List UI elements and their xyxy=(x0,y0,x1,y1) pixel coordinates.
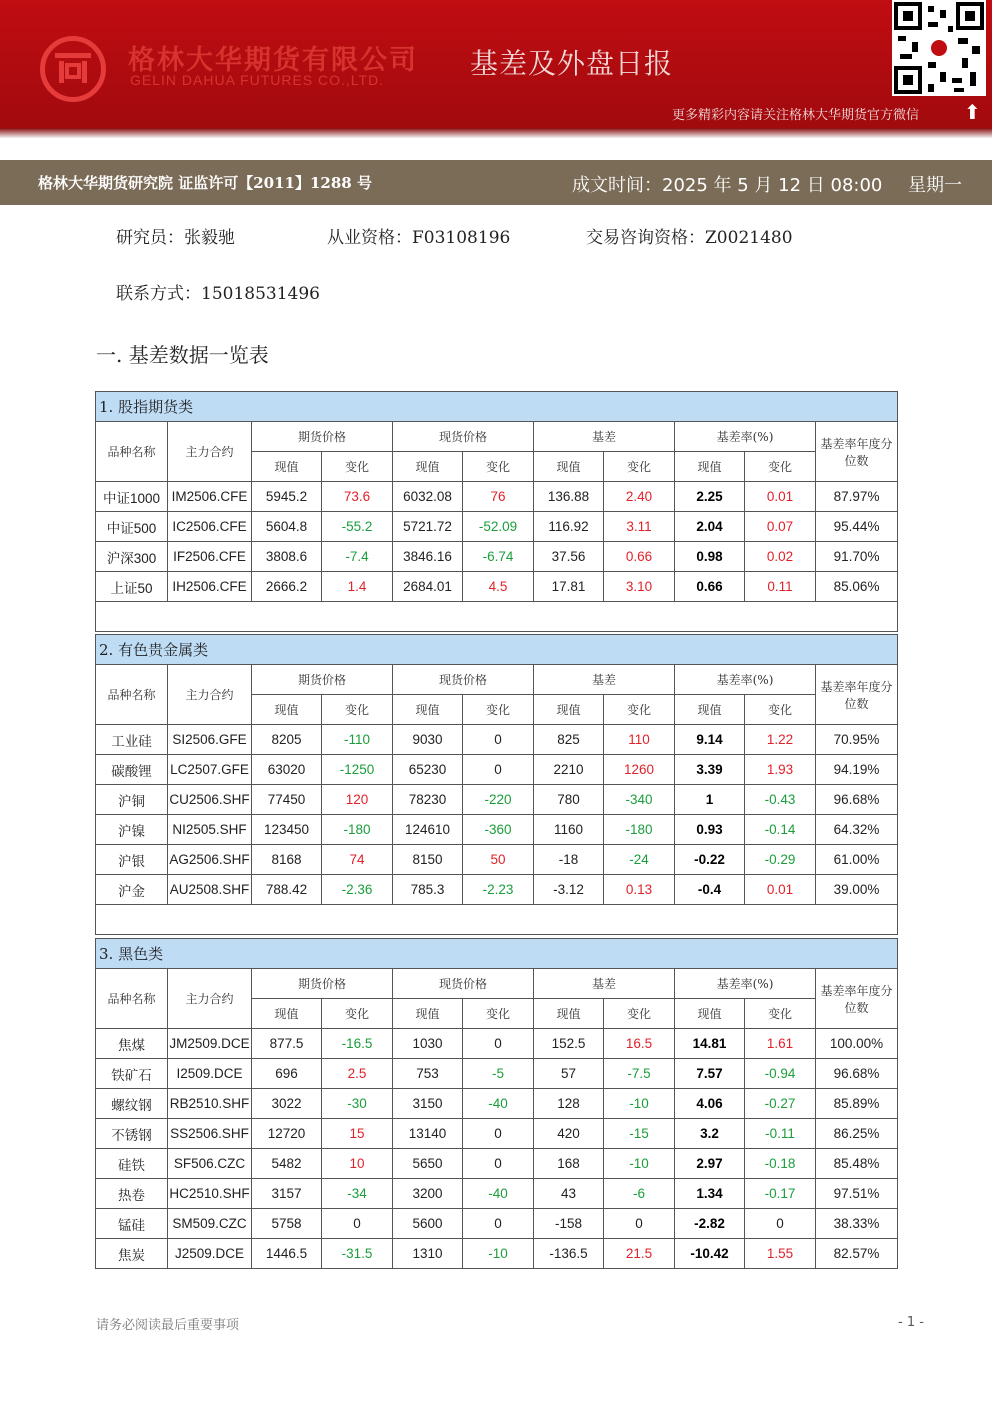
arrow-up-icon: ⬆ xyxy=(964,100,981,124)
banner-shadow xyxy=(0,128,992,138)
cell-percentile: 100.00% xyxy=(816,1029,898,1059)
cell-rate-now: -2.82 xyxy=(675,1209,745,1239)
cell-variety: 螺纹钢 xyxy=(96,1089,168,1119)
header-change: 变化 xyxy=(604,695,675,725)
cell-percentile: 85.89% xyxy=(816,1089,898,1119)
header-basis-rate: 基差率(%) xyxy=(675,969,816,999)
cell-spot-now: 8150 xyxy=(393,845,463,875)
cell-variety: 沪银 xyxy=(96,845,168,875)
header-now: 现值 xyxy=(393,695,463,725)
cell-futures-now: 5604.8 xyxy=(252,512,322,542)
cell-spot-now: 2684.01 xyxy=(393,572,463,602)
cell-variety: 焦炭 xyxy=(96,1239,168,1269)
cell-rate-change: -0.27 xyxy=(745,1089,816,1119)
cell-variety: 热卷 xyxy=(96,1179,168,1209)
table-row xyxy=(96,725,898,755)
cell-futures-now: 3157 xyxy=(252,1179,322,1209)
cell-basis-now: 17.81 xyxy=(534,572,604,602)
table-row xyxy=(96,845,898,875)
cell-basis-now: -158 xyxy=(534,1209,604,1239)
cell-rate-now: 0.66 xyxy=(675,572,745,602)
cell-variety: 沪金 xyxy=(96,875,168,905)
cell-spot-change: 0 xyxy=(463,1209,534,1239)
cell-futures-change: -34 xyxy=(322,1179,393,1209)
cell-futures-change: 10 xyxy=(322,1149,393,1179)
cell-rate-now: -0.22 xyxy=(675,845,745,875)
cell-contract: SS2506.SHF xyxy=(168,1119,252,1149)
cell-variety: 沪镍 xyxy=(96,815,168,845)
cell-contract: LC2507.GFE xyxy=(168,755,252,785)
header-futures: 期货价格 xyxy=(252,665,393,695)
table-row xyxy=(96,755,898,785)
cell-contract: I2509.DCE xyxy=(168,1059,252,1089)
table-spacer xyxy=(96,602,898,632)
cell-spot-now: 3150 xyxy=(393,1089,463,1119)
cell-rate-now: 3.2 xyxy=(675,1119,745,1149)
cell-variety: 硅铁 xyxy=(96,1149,168,1179)
cell-futures-now: 8168 xyxy=(252,845,322,875)
cell-rate-change: 0.01 xyxy=(745,875,816,905)
cell-futures-now: 63020 xyxy=(252,755,322,785)
cell-percentile: 85.48% xyxy=(816,1149,898,1179)
cell-contract: JM2509.DCE xyxy=(168,1029,252,1059)
cell-rate-now: 2.04 xyxy=(675,512,745,542)
header-futures: 期货价格 xyxy=(252,422,393,452)
cell-spot-change: -40 xyxy=(463,1089,534,1119)
header-change: 变化 xyxy=(463,999,534,1029)
cell-basis-now: 1160 xyxy=(534,815,604,845)
table-row xyxy=(96,1149,898,1179)
cell-futures-now: 5482 xyxy=(252,1149,322,1179)
cell-contract: RB2510.SHF xyxy=(168,1089,252,1119)
cell-spot-now: 1310 xyxy=(393,1239,463,1269)
cell-basis-change: 0.66 xyxy=(604,542,675,572)
company-logo-icon xyxy=(40,36,106,102)
cell-futures-now: 877.5 xyxy=(252,1029,322,1059)
basis-table xyxy=(95,938,898,1269)
header-now: 现值 xyxy=(252,452,322,482)
cell-basis-now: 43 xyxy=(534,1179,604,1209)
company-name-cn: 格林大华期货有限公司 xyxy=(128,45,418,76)
cell-futures-now: 788.42 xyxy=(252,875,322,905)
cell-spot-change: 0 xyxy=(463,1029,534,1059)
header-spot: 现货价格 xyxy=(393,422,534,452)
table-row xyxy=(96,785,898,815)
cell-spot-now: 65230 xyxy=(393,755,463,785)
cell-basis-change: -15 xyxy=(604,1119,675,1149)
header-now: 现值 xyxy=(393,452,463,482)
cell-contract: AG2506.SHF xyxy=(168,845,252,875)
cell-rate-change: -0.94 xyxy=(745,1059,816,1089)
table-row xyxy=(96,875,898,905)
header-variety: 品种名称 xyxy=(96,969,168,1029)
cell-futures-change: -55.2 xyxy=(322,512,393,542)
category-title: 1. 股指期货类 xyxy=(96,392,898,422)
cell-basis-now: 116.92 xyxy=(534,512,604,542)
header-spot: 现货价格 xyxy=(393,665,534,695)
cell-spot-now: 753 xyxy=(393,1059,463,1089)
header-basis: 基差 xyxy=(534,969,675,999)
cell-basis-now: -3.12 xyxy=(534,875,604,905)
cell-basis-change: -180 xyxy=(604,815,675,845)
cell-futures-change: -110 xyxy=(322,725,393,755)
cell-spot-change: 50 xyxy=(463,845,534,875)
table-row xyxy=(96,1119,898,1149)
cell-basis-now: -18 xyxy=(534,845,604,875)
cell-contract: IH2506.CFE xyxy=(168,572,252,602)
cell-rate-change: -0.43 xyxy=(745,785,816,815)
cell-rate-change: 0.07 xyxy=(745,512,816,542)
cell-futures-change: 120 xyxy=(322,785,393,815)
header-contract: 主力合约 xyxy=(168,969,252,1029)
cell-rate-now: 3.39 xyxy=(675,755,745,785)
table-spacer xyxy=(96,905,898,935)
cell-futures-now: 12720 xyxy=(252,1119,322,1149)
cell-futures-now: 2666.2 xyxy=(252,572,322,602)
cell-percentile: 87.97% xyxy=(816,482,898,512)
cell-percentile: 85.06% xyxy=(816,572,898,602)
cell-basis-change: 16.5 xyxy=(604,1029,675,1059)
cell-basis-change: -24 xyxy=(604,845,675,875)
cell-basis-change: 0 xyxy=(604,1209,675,1239)
cell-rate-change: 0.01 xyxy=(745,482,816,512)
cell-spot-change: -40 xyxy=(463,1179,534,1209)
section-title: 一. 基差数据一览表 xyxy=(96,343,269,367)
table-row xyxy=(96,482,898,512)
cell-spot-now: 5650 xyxy=(393,1149,463,1179)
cell-basis-now: 168 xyxy=(534,1149,604,1179)
cell-contract: IM2506.CFE xyxy=(168,482,252,512)
header-percentile: 基差率年度分位数 xyxy=(816,665,898,725)
cell-basis-now: 2210 xyxy=(534,755,604,785)
header-change: 变化 xyxy=(322,695,393,725)
cell-basis-change: 3.11 xyxy=(604,512,675,542)
cell-percentile: 96.68% xyxy=(816,785,898,815)
cell-futures-change: -30 xyxy=(322,1089,393,1119)
cell-futures-now: 8205 xyxy=(252,725,322,755)
header-now: 现值 xyxy=(675,695,745,725)
cell-rate-change: -0.29 xyxy=(745,845,816,875)
cell-futures-now: 1446.5 xyxy=(252,1239,322,1269)
cell-spot-now: 5600 xyxy=(393,1209,463,1239)
cell-basis-now: 37.56 xyxy=(534,542,604,572)
cell-rate-change: 0.11 xyxy=(745,572,816,602)
cell-futures-change: 0 xyxy=(322,1209,393,1239)
header-futures: 期货价格 xyxy=(252,969,393,999)
header-change: 变化 xyxy=(745,452,816,482)
cell-rate-now: 0.93 xyxy=(675,815,745,845)
header-variety: 品种名称 xyxy=(96,665,168,725)
header-now: 现值 xyxy=(675,999,745,1029)
cell-basis-now: 825 xyxy=(534,725,604,755)
cell-futures-change: 15 xyxy=(322,1119,393,1149)
cell-spot-change: -6.74 xyxy=(463,542,534,572)
header-change: 变化 xyxy=(322,999,393,1029)
cell-contract: IF2506.CFE xyxy=(168,542,252,572)
cell-contract: J2509.DCE xyxy=(168,1239,252,1269)
cell-spot-now: 5721.72 xyxy=(393,512,463,542)
header-now: 现值 xyxy=(534,695,604,725)
cell-spot-now: 3846.16 xyxy=(393,542,463,572)
cell-variety: 中证1000 xyxy=(96,482,168,512)
cell-rate-change: 1.93 xyxy=(745,755,816,785)
researcher: 研究员：张毅驰 xyxy=(116,228,235,248)
cell-futures-now: 696 xyxy=(252,1059,322,1089)
cell-spot-now: 78230 xyxy=(393,785,463,815)
header-now: 现值 xyxy=(534,452,604,482)
cell-contract: SI2506.GFE xyxy=(168,725,252,755)
cell-futures-change: 73.6 xyxy=(322,482,393,512)
cell-basis-change: 110 xyxy=(604,725,675,755)
cell-futures-now: 5945.2 xyxy=(252,482,322,512)
header-change: 变化 xyxy=(745,999,816,1029)
qualification: 从业资格：F03108196 xyxy=(327,228,511,248)
cell-spot-now: 13140 xyxy=(393,1119,463,1149)
cell-futures-change: -180 xyxy=(322,815,393,845)
table-row xyxy=(96,1089,898,1119)
cell-spot-now: 9030 xyxy=(393,725,463,755)
header-contract: 主力合约 xyxy=(168,422,252,482)
cell-rate-change: 0 xyxy=(745,1209,816,1239)
contact: 联系方式：15018531496 xyxy=(116,284,320,304)
cell-rate-change: -0.11 xyxy=(745,1119,816,1149)
cell-variety: 铁矿石 xyxy=(96,1059,168,1089)
header-basis-rate: 基差率(%) xyxy=(675,665,816,695)
header-contract: 主力合约 xyxy=(168,665,252,725)
cell-rate-now: 1 xyxy=(675,785,745,815)
cell-percentile: 94.19% xyxy=(816,755,898,785)
cell-basis-change: 1260 xyxy=(604,755,675,785)
cell-futures-change: -1250 xyxy=(322,755,393,785)
cell-futures-change: 2.5 xyxy=(322,1059,393,1089)
cell-basis-now: 420 xyxy=(534,1119,604,1149)
cell-variety: 工业硅 xyxy=(96,725,168,755)
cell-spot-now: 3200 xyxy=(393,1179,463,1209)
header-basis-rate: 基差率(%) xyxy=(675,422,816,452)
cell-futures-change: 1.4 xyxy=(322,572,393,602)
cell-contract: HC2510.SHF xyxy=(168,1179,252,1209)
table-row xyxy=(96,1059,898,1089)
cell-rate-now: 2.97 xyxy=(675,1149,745,1179)
cell-basis-change: -340 xyxy=(604,785,675,815)
cell-futures-now: 123450 xyxy=(252,815,322,845)
header-now: 现值 xyxy=(252,695,322,725)
cell-variety: 碳酸锂 xyxy=(96,755,168,785)
header-change: 变化 xyxy=(463,695,534,725)
header-now: 现值 xyxy=(393,999,463,1029)
cell-percentile: 39.00% xyxy=(816,875,898,905)
cell-percentile: 91.70% xyxy=(816,542,898,572)
cell-contract: NI2505.SHF xyxy=(168,815,252,845)
cell-variety: 沪铜 xyxy=(96,785,168,815)
cell-basis-now: 152.5 xyxy=(534,1029,604,1059)
header-variety: 品种名称 xyxy=(96,422,168,482)
cell-variety: 上证50 xyxy=(96,572,168,602)
header-change: 变化 xyxy=(604,999,675,1029)
cell-percentile: 95.44% xyxy=(816,512,898,542)
header-now: 现值 xyxy=(252,999,322,1029)
header-basis: 基差 xyxy=(534,422,675,452)
cell-basis-change: -10 xyxy=(604,1149,675,1179)
cell-futures-now: 77450 xyxy=(252,785,322,815)
cell-rate-now: 2.25 xyxy=(675,482,745,512)
cell-percentile: 70.95% xyxy=(816,725,898,755)
cell-spot-now: 1030 xyxy=(393,1029,463,1059)
table-row xyxy=(96,512,898,542)
cell-spot-change: 0 xyxy=(463,1119,534,1149)
cell-basis-change: -7.5 xyxy=(604,1059,675,1089)
cell-rate-change: 1.55 xyxy=(745,1239,816,1269)
cell-contract: CU2506.SHF xyxy=(168,785,252,815)
cell-basis-change: 2.40 xyxy=(604,482,675,512)
publish-time: 成文时间：2025 年 5 月 12 日 08:00 xyxy=(572,175,883,196)
cell-futures-now: 3022 xyxy=(252,1089,322,1119)
cell-spot-change: 0 xyxy=(463,1149,534,1179)
cell-rate-now: 0.98 xyxy=(675,542,745,572)
table-row xyxy=(96,572,898,602)
cell-spot-change: 76 xyxy=(463,482,534,512)
table-row xyxy=(96,542,898,572)
cell-rate-now: 9.14 xyxy=(675,725,745,755)
cell-basis-change: -6 xyxy=(604,1179,675,1209)
cell-spot-change: 0 xyxy=(463,755,534,785)
header-basis: 基差 xyxy=(534,665,675,695)
cell-futures-change: -16.5 xyxy=(322,1029,393,1059)
cell-spot-change: 4.5 xyxy=(463,572,534,602)
cell-rate-change: -0.18 xyxy=(745,1149,816,1179)
cell-futures-change: -31.5 xyxy=(322,1239,393,1269)
cell-percentile: 96.68% xyxy=(816,1059,898,1089)
cell-rate-now: 14.81 xyxy=(675,1029,745,1059)
footer-notice: 请务必阅读最后重要事项 xyxy=(96,1318,240,1333)
publish-weekday: 星期一 xyxy=(908,175,962,196)
header-spot: 现货价格 xyxy=(393,969,534,999)
cell-spot-change: -2.23 xyxy=(463,875,534,905)
header-now: 现值 xyxy=(534,999,604,1029)
company-name-en: GELIN DAHUA FUTURES CO.,LTD. xyxy=(130,72,385,88)
cell-percentile: 64.32% xyxy=(816,815,898,845)
cell-basis-change: 21.5 xyxy=(604,1239,675,1269)
cell-spot-change: -52.09 xyxy=(463,512,534,542)
cell-rate-change: -0.14 xyxy=(745,815,816,845)
table-row xyxy=(96,1239,898,1269)
page-number: - 1 - xyxy=(898,1315,924,1330)
table-row xyxy=(96,1179,898,1209)
cell-rate-change: 1.22 xyxy=(745,725,816,755)
cell-variety: 锰硅 xyxy=(96,1209,168,1239)
cell-percentile: 61.00% xyxy=(816,845,898,875)
cell-futures-change: 74 xyxy=(322,845,393,875)
cell-spot-now: 124610 xyxy=(393,815,463,845)
cell-spot-now: 6032.08 xyxy=(393,482,463,512)
cell-spot-now: 785.3 xyxy=(393,875,463,905)
cell-basis-change: 0.13 xyxy=(604,875,675,905)
cell-basis-now: -136.5 xyxy=(534,1239,604,1269)
cell-percentile: 38.33% xyxy=(816,1209,898,1239)
cell-futures-change: -7.4 xyxy=(322,542,393,572)
cell-spot-change: -360 xyxy=(463,815,534,845)
qr-code-icon xyxy=(892,0,986,96)
cell-rate-now: -10.42 xyxy=(675,1239,745,1269)
cell-basis-now: 780 xyxy=(534,785,604,815)
table-row xyxy=(96,1209,898,1239)
cell-rate-now: 1.34 xyxy=(675,1179,745,1209)
table-row xyxy=(96,815,898,845)
cell-rate-change: 0.02 xyxy=(745,542,816,572)
cell-basis-change: 3.10 xyxy=(604,572,675,602)
cell-contract: SM509.CZC xyxy=(168,1209,252,1239)
cell-rate-now: 7.57 xyxy=(675,1059,745,1089)
header-percentile: 基差率年度分位数 xyxy=(816,969,898,1029)
cell-percentile: 86.25% xyxy=(816,1119,898,1149)
cell-futures-change: -2.36 xyxy=(322,875,393,905)
basis-table xyxy=(95,391,898,632)
report-title: 基差及外盘日报 xyxy=(470,47,674,80)
cell-spot-change: -10 xyxy=(463,1239,534,1269)
cell-percentile: 97.51% xyxy=(816,1179,898,1209)
header-now: 现值 xyxy=(675,452,745,482)
header-change: 变化 xyxy=(604,452,675,482)
cell-contract: IC2506.CFE xyxy=(168,512,252,542)
header-percentile: 基差率年度分位数 xyxy=(816,422,898,482)
cell-rate-change: 1.61 xyxy=(745,1029,816,1059)
cell-variety: 中证500 xyxy=(96,512,168,542)
table-row xyxy=(96,1029,898,1059)
cell-spot-change: -5 xyxy=(463,1059,534,1089)
cell-basis-change: -10 xyxy=(604,1089,675,1119)
cell-percentile: 82.57% xyxy=(816,1239,898,1269)
cell-rate-now: -0.4 xyxy=(675,875,745,905)
cell-futures-now: 3808.6 xyxy=(252,542,322,572)
cell-variety: 不锈钢 xyxy=(96,1119,168,1149)
cell-variety: 焦煤 xyxy=(96,1029,168,1059)
header-change: 变化 xyxy=(463,452,534,482)
cell-basis-now: 57 xyxy=(534,1059,604,1089)
header-change: 变化 xyxy=(745,695,816,725)
cell-basis-now: 128 xyxy=(534,1089,604,1119)
cell-rate-change: -0.17 xyxy=(745,1179,816,1209)
cell-spot-change: 0 xyxy=(463,725,534,755)
cell-spot-change: -220 xyxy=(463,785,534,815)
category-title: 3. 黑色类 xyxy=(96,939,898,969)
advisory-qualification: 交易咨询资格：Z0021480 xyxy=(586,228,793,248)
follow-wechat-text: 更多精彩内容请关注格林大华期货官方微信 xyxy=(672,108,920,123)
institute-license: 格林大华期货研究院 证监许可【2011】1288 号 xyxy=(38,174,372,192)
cell-futures-now: 5758 xyxy=(252,1209,322,1239)
header-change: 变化 xyxy=(322,452,393,482)
cell-rate-now: 4.06 xyxy=(675,1089,745,1119)
cell-contract: AU2508.SHF xyxy=(168,875,252,905)
cell-basis-now: 136.88 xyxy=(534,482,604,512)
cell-contract: SF506.CZC xyxy=(168,1149,252,1179)
basis-table xyxy=(95,634,898,935)
category-title: 2. 有色贵金属类 xyxy=(96,635,898,665)
cell-variety: 沪深300 xyxy=(96,542,168,572)
